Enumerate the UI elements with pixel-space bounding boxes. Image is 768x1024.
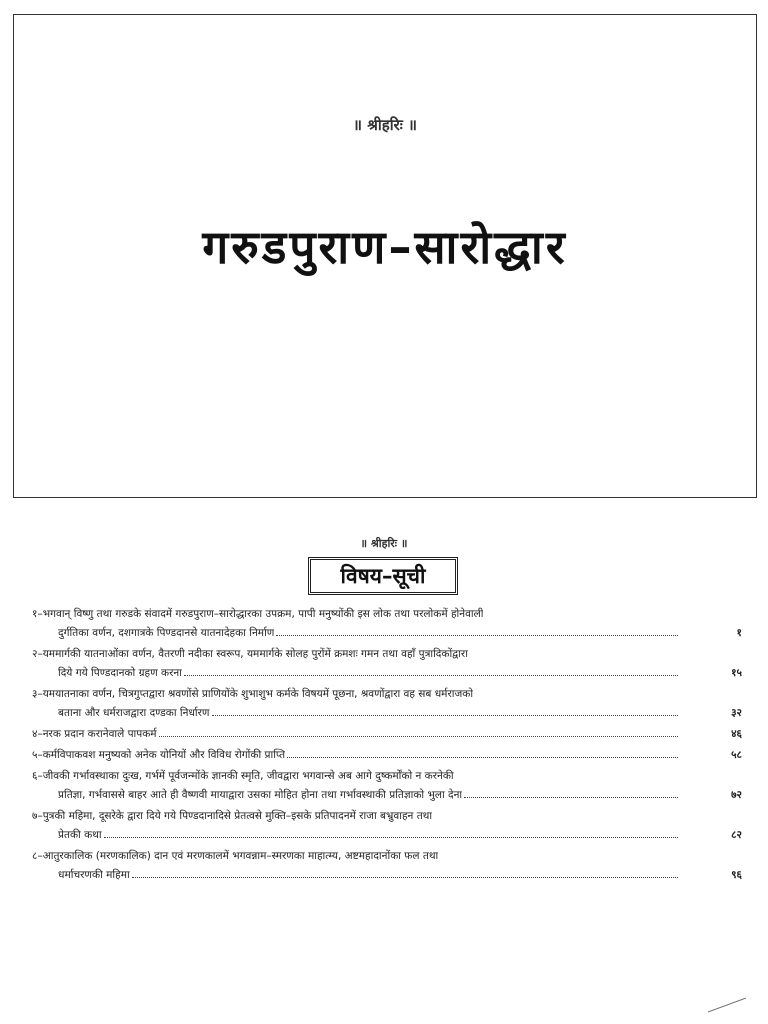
toc-entry-text-cont: धर्माचरणकी महिमा [58,869,130,881]
toc-page-number: १ [736,627,742,639]
toc-entry-text-cont: प्रेतकी कथा [58,829,102,841]
toc-entry[interactable] [32,746,744,765]
toc-entry[interactable] [32,847,744,885]
leader-dots [287,756,678,758]
toc-entry-text-cont: दिये गये पिण्डदानको ग्रहण करना [58,667,182,679]
toc-entry[interactable] [32,645,744,683]
toc-invocation: ॥ श्रीहरिः ॥ [360,537,408,550]
toc-entry[interactable] [32,605,744,643]
toc-page-number: १५ [731,667,742,679]
title-page-panel [13,14,757,498]
toc-heading [308,557,458,595]
toc-heading-text: विषय–सूची [340,564,426,588]
toc-entry[interactable] [32,725,744,744]
toc-entry-text: ८–आतुरकालिक (मरणकालिक) दान एवं मरणकालमें भगवन्नाम–स्मरणका माहात्म्य, अष्टमहादानोंका फल तथा [32,850,439,862]
toc-entry-text-cont: प्रतिज्ञा, गर्भवाससे बाहर आते ही वैष्णवी मायाद्वारा उसका मोहित होना तथा गर्भावस्थाकी प्रतिज्ञाको भुला देना [58,789,463,801]
toc-page-number: ४६ [731,728,742,740]
leader-dots [212,714,678,716]
title-invocation: ॥ श्रीहरिः ॥ [353,116,417,134]
toc-list [32,605,744,887]
leader-dots [276,634,678,636]
leader-dots [104,836,678,838]
book-title: गरुडपुराण–सारोद्धार [202,220,568,274]
toc-page-number: ९६ [731,869,742,881]
toc-entry[interactable] [32,685,744,723]
toc-page-number: ७२ [731,789,742,801]
toc-entry-text: ५–कर्मविपाकवश मनुष्यको अनेक योनियों और विविध रोगोंकी प्राप्ति [32,749,286,761]
toc-entry-text: ६–जीवकी गर्भावस्थाका दुःख, गर्भमें पूर्वजन्मोंके ज्ञानकी स्मृति, जीवद्वारा भगवान्से अब आगे दुष्कर्मोंको न करनेकी [32,770,454,782]
toc-entry-text: १–भगवान् विष्णु तथा गरुडके संवादमें गरुडपुराण–सारोद्धारका उपक्रम, पापी मनुष्योंकी इस लोक तथा परलोकमें होनेवाली [32,608,484,620]
toc-page-number: ८२ [731,829,742,841]
toc-entry-text: २–यममार्गकी यातनाओंका वर्णन, वैतरणी नदीका स्वरूप, यममार्गके सोलह पुरोंमें क्रमशः गमन तथा वहाँ पुत्रादिकोंद्वारा [32,648,468,660]
leader-dots [184,674,678,676]
leader-dots [159,735,678,737]
toc-entry-text-cont: दुर्गतिका वर्णन, दशगात्रके पिण्डदानसे यातनादेहका निर्माण [58,627,275,639]
leader-dots [464,796,678,798]
toc-page-number: ३२ [731,707,742,719]
leader-dots [132,876,678,878]
toc-entry[interactable] [32,807,744,845]
toc-entry-text: ७–पुत्रकी महिमा, दूसरेके द्वारा दिये गये पिण्डदानादिसे प्रेतत्वसे मुक्ति–इसके प्रतिपादनमें राजा बभ्रुवाहन तथा [32,810,433,822]
toc-page-number: ५८ [731,749,742,761]
toc-entry-text: ३–यमयातनाका वर्णन, चित्रगुप्तद्वारा श्रवणोंसे प्राणियोंके शुभाशुभ कर्मके विषयमें पूछना, श्रवणोंद्वारा वह सब धर्मराजको [32,688,474,700]
table-of-contents [0,500,768,1024]
toc-entry-text: ४–नरक प्रदान करानेवाले पापकर्म [32,728,157,740]
toc-entry-text-cont: बताना और धर्मराजद्वारा दण्डका निर्धारण [58,707,210,719]
toc-entry[interactable] [32,767,744,805]
pen-stroke-mark [706,995,750,1015]
